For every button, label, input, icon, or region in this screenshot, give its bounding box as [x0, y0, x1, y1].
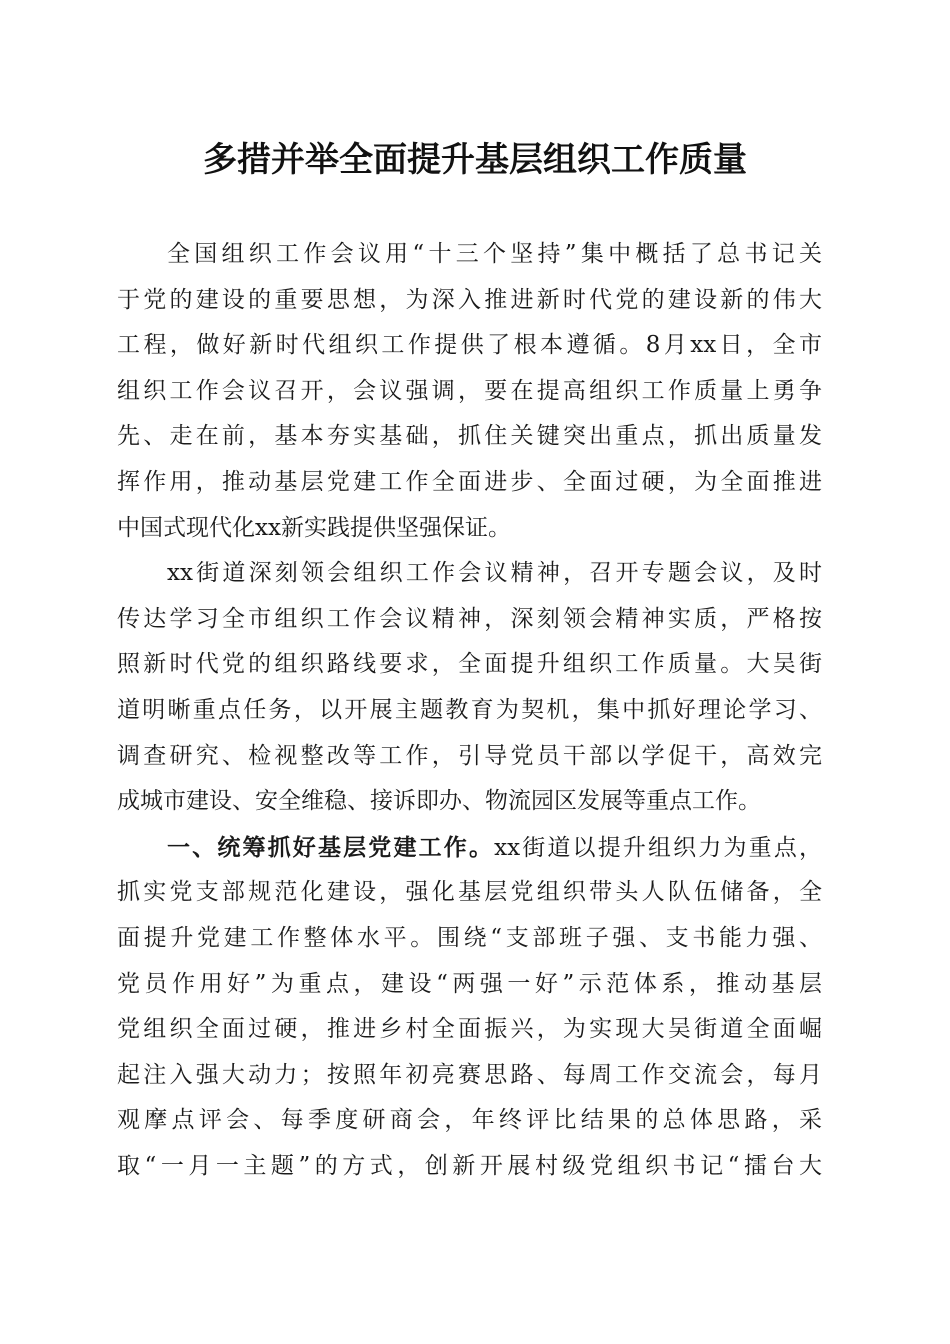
paragraph-line: 取“一月一主题”的方式，创新开展村级党组织书记“擂台大 — [117, 1152, 822, 1179]
paragraph-line: 道明晰重点任务，以开展主题教育为契机，集中抓好理论学习、 — [117, 696, 822, 723]
paragraph-line: 面提升党建工作整体水平。围绕“支部班子强、支书能力强、 — [117, 924, 822, 951]
paragraph-line: 先、走在前，基本夯实基础，抓住关键突出重点，抓出质量发 — [117, 423, 822, 450]
paragraph-line: 工程，做好新时代组织工作提供了根本遵循。8月xx日，全市 — [117, 332, 822, 359]
paragraph-line: 传达学习全市组织工作会议精神，深刻领会精神实质，严格按 — [117, 605, 822, 632]
paragraph-line: 于党的建设的重要思想，为深入推进新时代党的建设新的伟大 — [117, 286, 822, 313]
paragraph-line: xx街道深刻领会组织工作会议精神，召开专题会议，及时 — [167, 560, 822, 587]
paragraph-line: 照新时代党的组织路线要求，全面提升组织工作质量。大吴街 — [117, 651, 822, 678]
paragraph-line: 中国式现代化xx新实践提供坚强保证。 — [117, 514, 511, 541]
paragraph-line: 调查研究、检视整改等工作，引导党员干部以学促干，高效完 — [117, 742, 822, 769]
paragraph-3 — [117, 825, 822, 1190]
document-title: 多措并举全面提升基层组织工作质量 — [203, 140, 747, 180]
paragraph-line: 挥作用，推动基层党建工作全面进步、全面过硬，为全面推进 — [117, 468, 822, 495]
paragraph-line: 组织工作会议召开，会议强调，要在提高组织工作质量上勇争 — [117, 377, 822, 404]
paragraph-line: 观摩点评会、每季度研商会，年终评比结果的总体思路，采 — [117, 1107, 822, 1134]
paragraph-line: 党组织全面过硬，推进乡村全面振兴，为实现大吴街道全面崛 — [117, 1016, 822, 1043]
paragraph-heading-line — [117, 825, 822, 871]
paragraph-line: 起注入强大动力；按照年初亮赛思路、每周工作交流会，每月 — [117, 1061, 822, 1088]
paragraph-line: 全国组织工作会议用“十三个坚持”集中概括了总书记关 — [167, 241, 822, 267]
paragraph-line: 抓实党支部规范化建设，强化基层党组织带头人队伍储备，全 — [117, 879, 822, 906]
paragraph-line: 党员作用好”为重点，建设“两强一好”示范体系，推动基层 — [117, 970, 822, 997]
paragraph-2 — [117, 551, 822, 825]
paragraph-1 — [117, 232, 822, 551]
document-body — [117, 232, 822, 1189]
paragraph-line: 成城市建设、安全维稳、接诉即办、物流园区发展等重点工作。 — [117, 788, 761, 815]
heading-line-rest: xx街道以提升组织力为重点， — [494, 834, 822, 861]
section-heading: 一、统筹抓好基层党建工作。 — [167, 833, 495, 861]
